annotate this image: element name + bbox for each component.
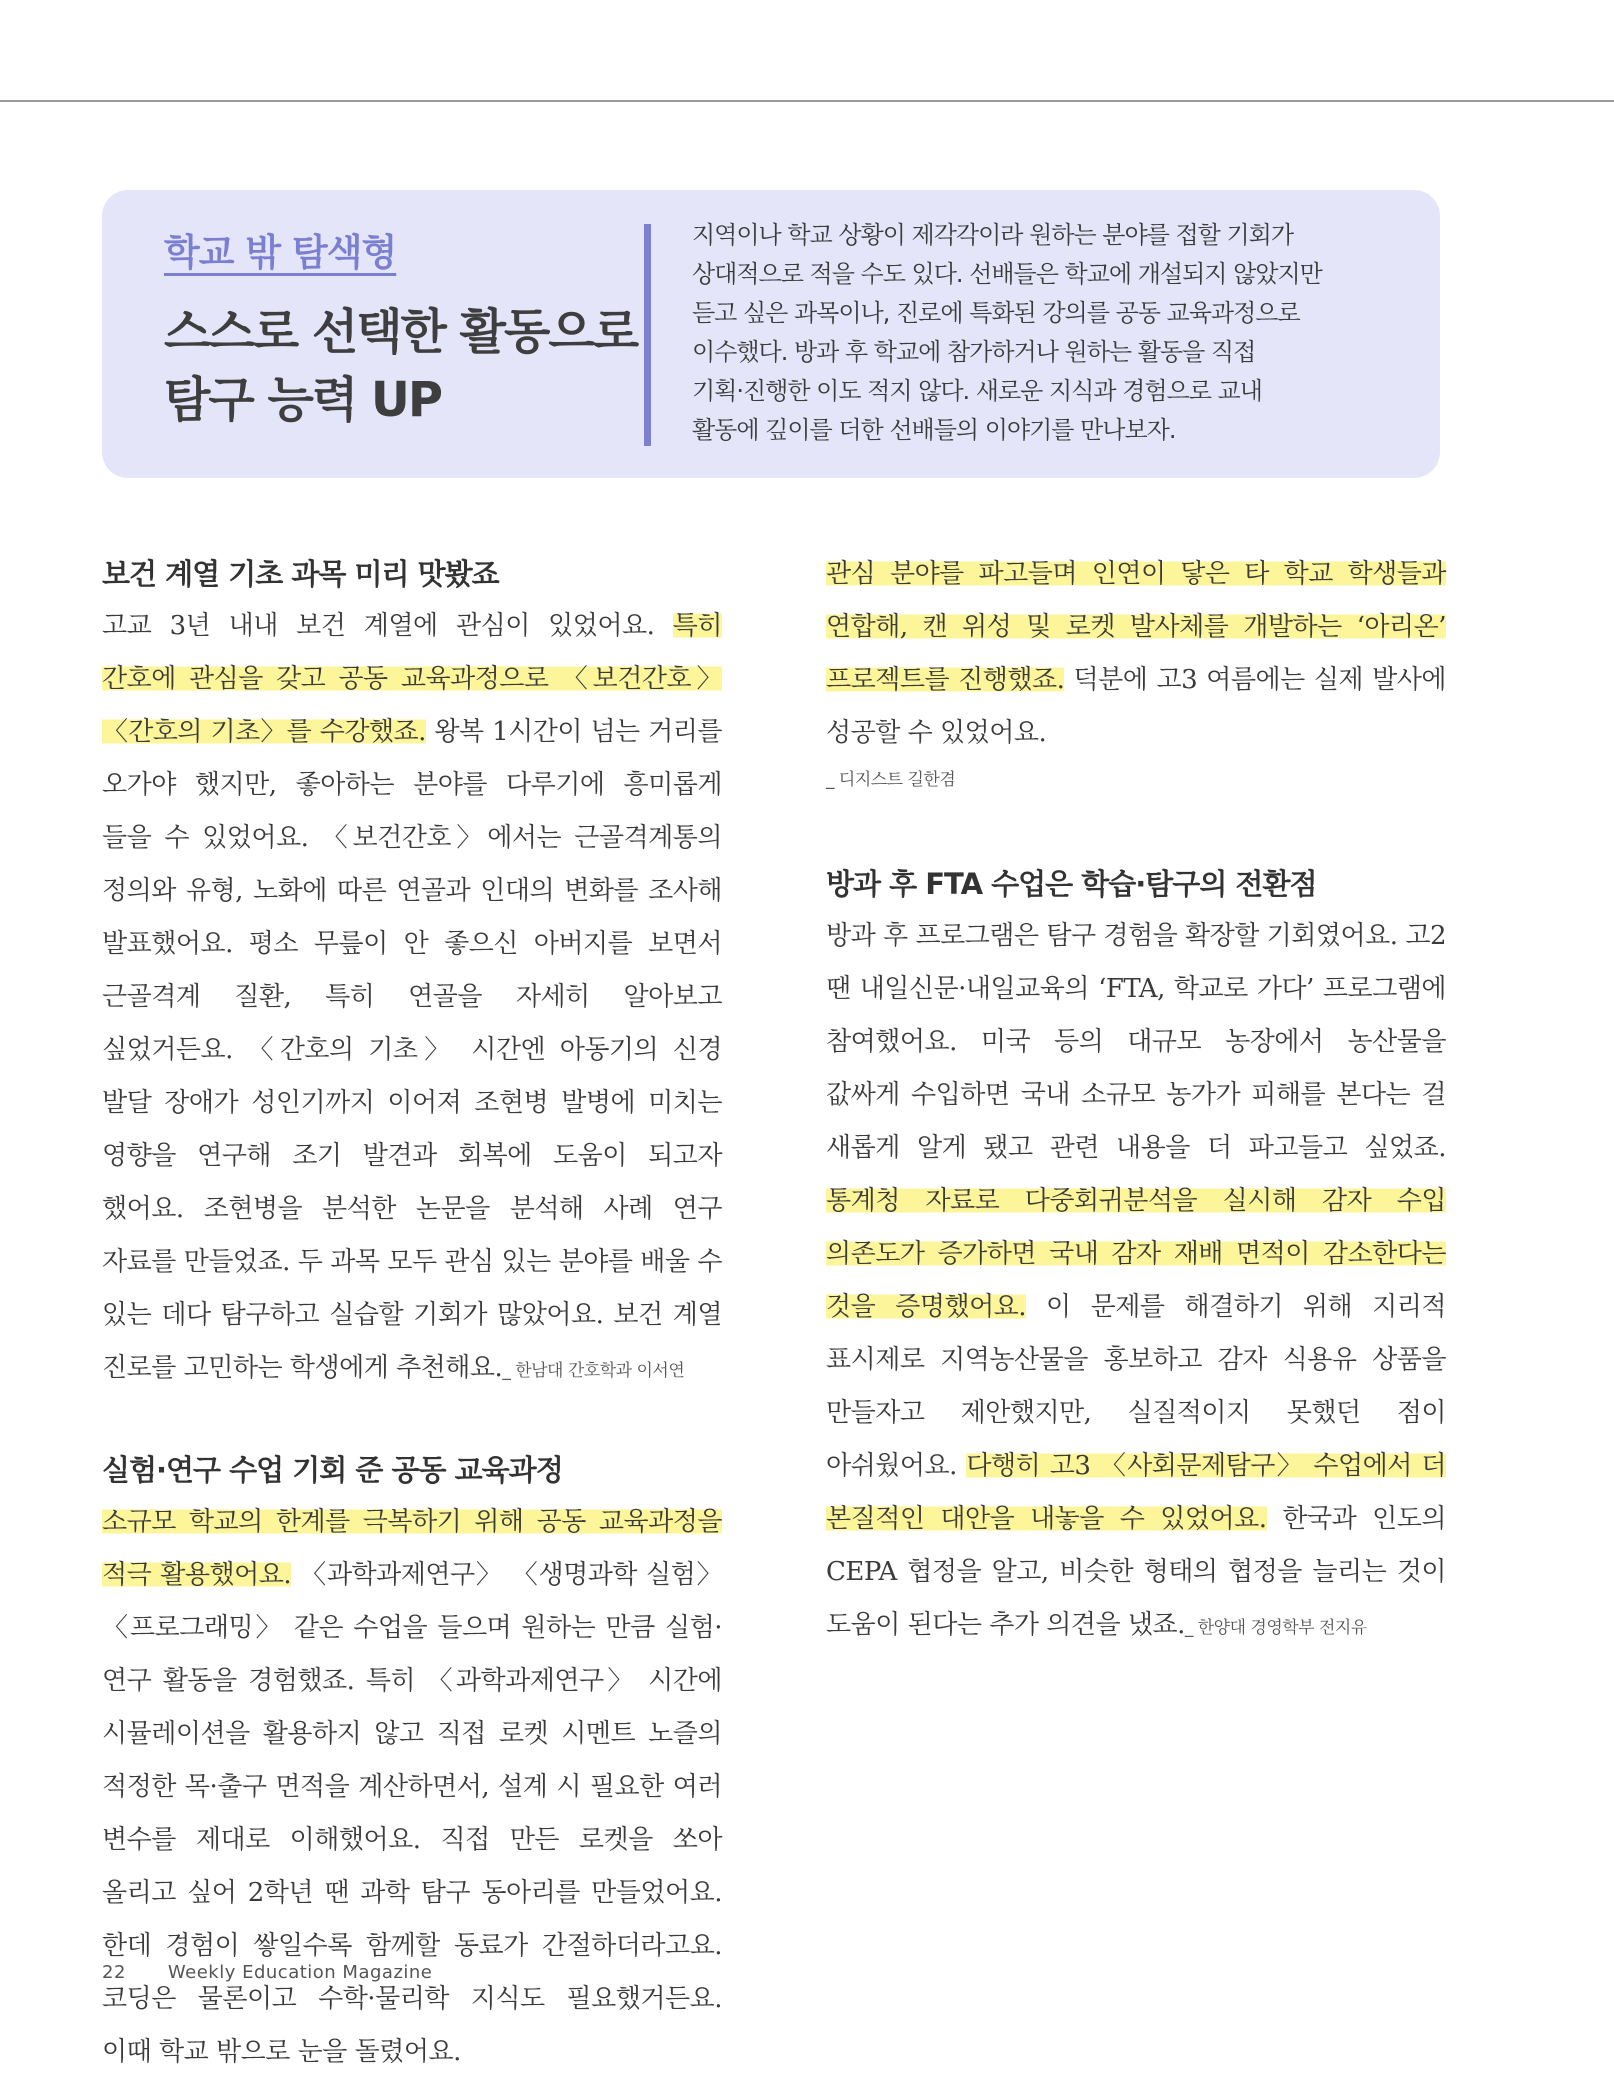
page-number: 22	[102, 1962, 126, 1983]
body-text: 왕복 1시간이 넘는 거리를 오가야 했지만, 좋아하는 분야를 다루기에 흥미롭게 들을 수 있었어요. 〈보건간호〉에서는 근골격계통의 정의와 유형, 노화에 따른 연골과 인대의 변화를 조사해 발표했어요. 평소 무릎이 안 좋으신 아버지를 보면서 근골격계 질환, 특히 연골을 자세히 알아보고 싶었거든요. 〈간호의 기초〉 시간엔 아동기의 신경 발달 장애가 성인기까지 이어져 조현병 발병에 미치는 영향을 연구해 조기 발견과 회복에 도움이 되고자 했어요. 조현병을 분석한 논문을 분석해 사례 연구 자료를 만들었죠. 두 과목 모두 관심 있는 분야를 배울 수 있는 데다 탐구하고 실습할 기회가 많았어요. 보건 계열 진로를 고민하는 학생에게 추천해요.	[102, 717, 722, 1383]
page-headline	[164, 298, 637, 434]
byline: _ 디지스트 길한겸	[826, 770, 956, 790]
headline-line-2: 탐구 능력 UP	[164, 372, 442, 428]
body-text: 방과 후 프로그램은 탐구 경험을 확장할 기회였어요. 고2 땐 내일신문·내일교육의 ‘FTA, 학교로 가다’ 프로그램에 참여했어요. 미국 등의 대규모 농장에서 농산물을 값싸게 수입하면 국내 소규모 농가가 피해를 본다는 걸 새롭게 알게 됐고 관련 내용을 더 파고들고 싶었죠.	[826, 921, 1446, 1163]
body-text: 〈과학과제연구〉 〈생명과학 실험〉 〈프로그래밍〉 같은 수업을 들으며 원하는 만큼 실험·연구 활동을 경험했죠. 특히 〈과학과제연구〉 시간에 시뮬레이션을 활용하지 않고 직접 로켓 시멘트 노즐의 적정한 목·출구 면적을 계산하면서, 설계 시 필요한 여러 변수를 제대로 이해했어요. 직접 만든 로켓을 쏘아 올리고 싶어 2학년 땐 과학 탐구 동아리를 만들었어요. 한데 경험이 쌓일수록 함께할 동료가 간절하더라고요. 코딩은 물론이고 수학·물리학 지식도 필요했거든요. 이때 학교 밖으로 눈을 돌렸어요.	[102, 1560, 723, 2067]
body-text: 덕분에 고3 여름에는 실제 발사에 성공할 수 있었어요.	[826, 665, 1447, 748]
headline-line-1: 스스로 선택한 활동으로	[164, 304, 638, 360]
highlighted-text: 통계청 자료로 다중회귀분석을 실시해 감자 수입 의존도가 증가하면 국내 감자 재배 면적이 감소한다는 것을 증명했어요.	[826, 1186, 1446, 1322]
intro-line: 활동에 깊이를 더한 선배들의 이야기를 만나보자.	[692, 416, 1176, 444]
right-column	[826, 548, 1446, 1655]
section-body	[826, 910, 1446, 1655]
intro-divider	[644, 224, 651, 446]
section-title: 실험·연구 수업 기회 준 공동 교육과정	[102, 1453, 563, 1487]
intro-paragraph	[692, 216, 1412, 450]
body-text: 한국과 인도의 CEPA 협정을 알고, 비슷한 형태의 협정을 늘리는 것이 도움이 된다는 추가 의견을 냈죠.	[826, 1504, 1446, 1640]
intro-line: 기획·진행한 이도 적지 않다. 새로운 지식과 경험으로 교내	[692, 377, 1262, 405]
left-column	[102, 548, 722, 2079]
section-title: 보건 계열 기초 과목 미리 맛봤죠	[102, 557, 499, 591]
byline: _ 한양대 경영학부 전지유	[1184, 1618, 1367, 1638]
page-footer	[102, 1962, 432, 1983]
section-body-continued	[826, 548, 1446, 760]
byline: _ 한남대 간호학과 이서연	[502, 1361, 685, 1381]
section-category: 학교 밖 탐색형	[164, 231, 397, 274]
magazine-name: Weekly Education Magazine	[167, 1962, 433, 1983]
section-body	[102, 600, 722, 1398]
intro-line: 상대적으로 적을 수도 있다. 선배들은 학교에 개설되지 않았지만	[692, 260, 1322, 288]
section-title: 방과 후 FTA 수업은 학습·탐구의 전환점	[826, 867, 1317, 901]
highlighted-text: 소규모 학교의 한계를 극복하기 위해 공동 교육과정을 적극 활용했어요.	[102, 1507, 722, 1590]
highlighted-text: 특히 간호에 관심을 갖고 공동 교육과정으로 〈보건간호〉 〈간호의 기초〉를 수강했죠.	[102, 611, 722, 747]
top-rule	[0, 100, 1614, 102]
highlighted-text: 다행히 고3 〈사회문제탐구〉 수업에서 더 본질적인 대안을 내놓을 수 있었어요.	[826, 1451, 1446, 1534]
body-text: 이 문제를 해결하기 위해 지리적 표시제로 지역농산물을 홍보하고 감자 식용유 상품을 만들자고 제안했지만, 실질적이지 못했던 점이 아쉬웠어요.	[826, 1292, 1446, 1481]
section-body	[102, 1496, 722, 2079]
highlighted-text: 관심 분야를 파고들며 인연이 닿은 타 학교 학생들과 연합해, 캔 위성 및 로켓 발사체를 개발하는 ‘아리온’ 프로젝트를 진행했죠.	[826, 559, 1446, 695]
intro-line: 이수했다. 방과 후 학교에 참가하거나 원하는 활동을 직접	[692, 338, 1256, 366]
intro-box	[102, 190, 1440, 478]
body-text: 고교 3년 내내 보건 계열에 관심이 있었어요.	[102, 611, 673, 641]
intro-line: 지역이나 학교 상황이 제각각이라 원하는 분야를 접할 기회가	[692, 221, 1294, 249]
intro-line: 듣고 싶은 과목이나, 진로에 특화된 강의를 공동 교육과정으로	[692, 299, 1300, 327]
